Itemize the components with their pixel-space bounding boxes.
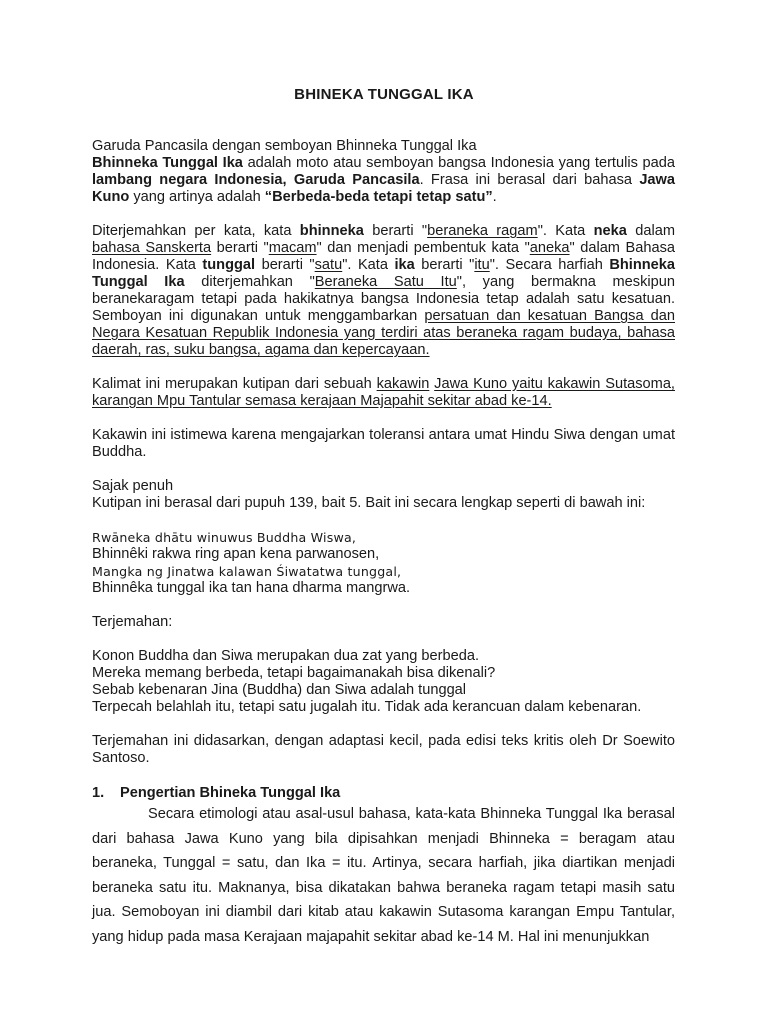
link-satu[interactable]: satu (314, 257, 343, 273)
document-body (92, 138, 675, 949)
poem-line: Mangka ng Jinatwa kalawan Śiwatatwa tunggal, (92, 564, 402, 579)
link-aneka[interactable]: aneka (529, 240, 570, 256)
link-bahasa-sanskerta[interactable]: bahasa Sanskerta (92, 240, 212, 256)
poem-line: Bhinnêka tunggal ika tan hana dharma mangrwa. (92, 580, 411, 596)
terjemahan-label: Terjemahan: (92, 614, 173, 630)
translation-line: Mereka memang berbeda, tetapi bagaimanakah bisa dikenali? (92, 665, 496, 681)
section-heading (92, 785, 675, 802)
paragraph-edition-note: Terjemahan ini didasarkan, dengan adaptasi kecil, pada edisi teks kritis oleh Dr Soewito Santoso. (92, 733, 675, 766)
link-beraneka-satu-itu[interactable]: Beraneka Satu Itu (314, 274, 457, 290)
translation-line: Sebab kebenaran Jina (Buddha) dan Siwa adalah tunggal (92, 682, 467, 698)
link-persatuan-dan-kesatuan[interactable]: persatuan dan kesatuan Bangsa dan Negara Kesatuan Republik Indonesia yang terdiri atas beraneka ragam budaya, bahasa daerah, ras, suku bangsa, agama dan kepercayaan. (92, 308, 675, 358)
paragraph-tolerance: Kakawin ini istimewa karena mengajarkan toleransi antara umat Hindu Siwa dengan umat Buddha. (92, 427, 675, 460)
section-title: Pengertian Bhineka Tunggal Ika (120, 785, 341, 801)
link-beraneka-ragam[interactable]: beraneka ragam (427, 223, 538, 239)
sajak-intro: Kutipan ini berasal dari pupuh 139, bait 5. Bait ini secara lengkap seperti di bawah ini: (92, 495, 646, 511)
link-macam[interactable]: macam (268, 240, 317, 256)
poem-line: Bhinnêki rakwa ring apan kena parwanosen, (92, 546, 380, 562)
image-caption: Garuda Pancasila dengan semboyan Bhinneka Tunggal Ika (92, 138, 477, 154)
translation-line: Konon Buddha dan Siwa merupakan dua zat yang berbeda. (92, 648, 480, 664)
page-title: BHINEKA TUNGGAL IKA (294, 86, 474, 103)
translation-line: Terpecah belahlah itu, tetapi satu jugalah itu. Tidak ada kerancuan dalam kebenaran. (92, 699, 642, 715)
poem-line: Rwāneka dhātu winuwus Buddha Wiswa, (92, 530, 357, 545)
section-body: Secara etimologi atau asal-usul bahasa, kata-kata Bhinneka Tunggal Ika berasal dari bahasa Jawa Kuno yang bila dipisahkan menjadi Bhinneka = beragam atau beraneka, Tunggal = satu, dan Ika = itu. Artinya, secara harfiah, jika diartikan menjadi beraneka satu itu. Maknanya, bisa dikatakan bahwa beraneka ragam tetapi masih satu jua. Semoboyan ini diambil dari kitab atau kakawin Sutasoma karangan Empu Tantular, yang hidup pada masa Kerajaan majapahit sekitar abad ke-14 M. Hal ini menunjukkan (92, 806, 675, 945)
section-number: 1. (92, 785, 105, 801)
paragraph-translation-per-word: Diterjemahkan per kata, kata bhinneka berarti "beraneka ragam". Kata neka dalam bahasa Sanskerta berarti "macam" dan menjadi pembentuk kata "aneka" dalam Bahasa Indonesia. Kata tunggal berarti "satu". Kata ika berarti "itu". Secara harfiah Bhinneka Tunggal Ika diterjemahkan "Beraneka Satu Itu", yang bermakna meskipun beranekaragam tetapi pada hakikatnya bangsa Indonesia tetap adalah satu kesatuan. Semboyan ini digunakan untuk menggambarkan persatuan dan kesatuan Bangsa dan Negara Kesatuan Republik Indonesia yang terdiri atas beraneka ragam budaya, bahasa daerah, ras, suku bangsa, agama dan kepercayaan. (92, 223, 676, 358)
sajak-heading: Sajak penuh (92, 478, 174, 494)
link-jawa-kuno-sutasoma[interactable]: Jawa Kuno yaitu kakawin Sutasoma, karangan Mpu Tantular semasa kerajaan Majapahit sekitar abad ke-14. (92, 376, 675, 409)
paragraph-kakawin-source: Kalimat ini merupakan kutipan dari sebuah kakawin Jawa Kuno yaitu kakawin Sutasoma, karangan Mpu Tantular semasa kerajaan Majapahit sekitar abad ke-14. (92, 376, 675, 409)
paragraph-intro: Bhinneka Tunggal Ika adalah moto atau semboyan bangsa Indonesia yang tertulis pada lambang negara Indonesia, Garuda Pancasila. Frasa ini berasal dari bahasa Jawa Kuno yang artinya adalah “Berbeda-beda tetapi tetap satu”. (92, 155, 676, 205)
link-itu[interactable]: itu (474, 257, 490, 273)
link-kakawin[interactable]: kakawin (376, 376, 430, 392)
